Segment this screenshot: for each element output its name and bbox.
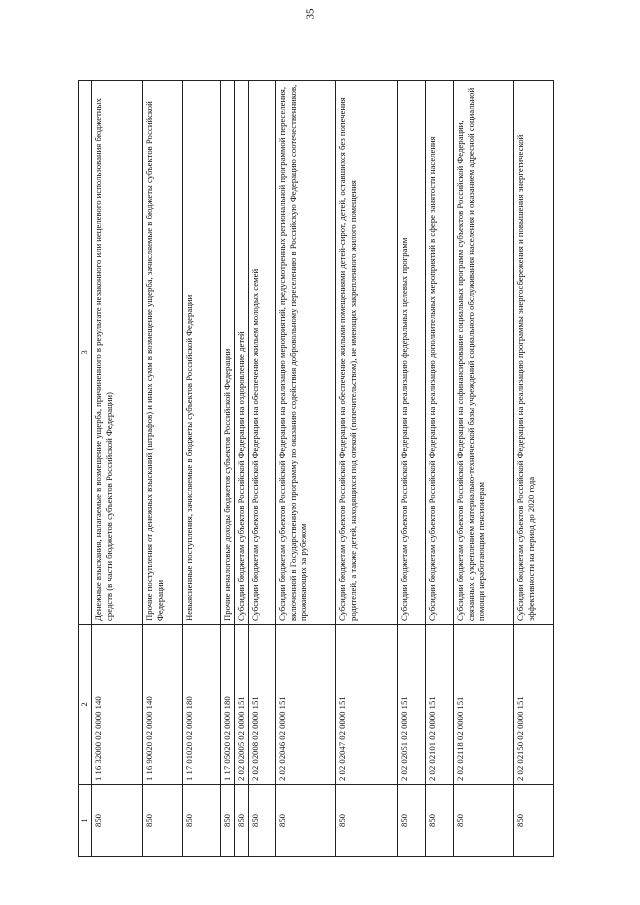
table-row — [276, 81, 336, 857]
table-row — [235, 81, 249, 857]
description-cell: Субсидии бюджетам субъектов Российской Федерации на реализацию мероприятий, предусмотренных региональной программой переселения, включенной в Государственную программу по оказанию содействия добровольному переселению в Российскую Федерацию соотечественников, проживающих за рубежом — [276, 81, 336, 625]
table-row — [92, 81, 143, 857]
table-row — [514, 81, 554, 857]
admin-code-cell: 850 — [143, 785, 183, 857]
page-number-text: 35 — [304, 8, 317, 20]
budget-code-cell: 1 17 01020 02 0000 180 — [183, 625, 221, 785]
rotated-table-container — [78, 81, 560, 857]
budget-code-cell: 2 02 02101 02 0000 151 — [426, 625, 454, 785]
header-col-2: 2 — [79, 625, 92, 785]
description-cell: Прочие поступления от денежных взысканий (штрафов) и иных сумм в возмещение ущерба, зачисляемые в бюджеты субъектов Российской Федерации — [143, 81, 183, 625]
budget-code-cell: 1 16 90020 02 0000 140 — [143, 625, 183, 785]
budget-codes-table — [78, 80, 554, 857]
admin-code-cell: 850 — [336, 785, 398, 857]
budget-code-cell: 2 02 02008 02 0000 151 — [249, 625, 276, 785]
description-cell: Невыясненные поступления, зачисляемые в бюджеты субъектов Российской Федерации — [183, 81, 221, 625]
description-cell: Субсидии бюджетам субъектов Российской Федерации на оздоровление детей — [235, 81, 249, 625]
description-cell: Субсидии бюджетам субъектов Российской Федерации на софинансирование социальных программ субъектов Российской Федерации, связанных с укреплением материально-технической базы учреждений социального обслуживания населения и оказанием адресной социальной помощи неработающим пенсионерам — [454, 81, 514, 625]
budget-code-cell: 2 02 02046 02 0000 151 — [276, 625, 336, 785]
budget-code-cell: 1 17 05020 02 0000 180 — [221, 625, 235, 785]
description-cell: Денежные взыскания, налагаемые в возмещение ущерба, причиненного в результате незаконного или нецелевого использования бюджетных средств (в части бюджетов субъектов Российской Федерации) — [92, 81, 143, 625]
header-col-3: 3 — [79, 81, 92, 625]
admin-code-cell: 850 — [183, 785, 221, 857]
admin-code-cell: 850 — [276, 785, 336, 857]
admin-code-cell: 850 — [221, 785, 235, 857]
table-row — [454, 81, 514, 857]
budget-code-cell: 2 02 02150 02 0000 151 — [514, 625, 554, 785]
budget-code-cell: 2 02 02118 02 0000 151 — [454, 625, 514, 785]
description-cell: Субсидии бюджетам субъектов Российской Федерации на реализацию дополнительных мероприятий в сфере занятости населения — [426, 81, 454, 625]
description-cell: Субсидии бюджетам субъектов Российской Федерации на реализацию программы энергосбережения и повышения энергетической эффективности на период до 2020 года — [514, 81, 554, 625]
table-row — [183, 81, 221, 857]
table-row — [426, 81, 454, 857]
admin-code-cell: 850 — [514, 785, 554, 857]
admin-code-cell: 850 — [92, 785, 143, 857]
description-cell: Прочие неналоговые доходы бюджетов субъектов Российской Федерации — [221, 81, 235, 625]
budget-code-cell: 2 02 02047 02 0000 151 — [336, 625, 398, 785]
description-cell: Субсидии бюджетам субъектов Российской Федерации на обеспечение жильем молодых семей — [249, 81, 276, 625]
admin-code-cell: 850 — [426, 785, 454, 857]
description-cell: Субсидии бюджетам субъектов Российской Федерации на реализацию федеральных целевых программ — [398, 81, 426, 625]
table-row — [398, 81, 426, 857]
budget-code-cell: 1 16 32000 02 0000 140 — [92, 625, 143, 785]
admin-code-cell: 850 — [235, 785, 249, 857]
table-header-row — [79, 81, 92, 857]
admin-code-cell: 850 — [249, 785, 276, 857]
budget-code-cell: 2 02 02005 02 0000 151 — [235, 625, 249, 785]
table-row — [336, 81, 398, 857]
table-row — [249, 81, 276, 857]
header-col-1: 1 — [79, 785, 92, 857]
table-row — [221, 81, 235, 857]
admin-code-cell: 850 — [398, 785, 426, 857]
description-cell: Субсидии бюджетам субъектов Российской Федерации на обеспечение жилыми помещениями детей-сирот, детей, оставшихся без попечения родителей, а также детей, находящихся под опекой (попечительством), не имеющих закрепленного жилого помещения — [336, 81, 398, 625]
budget-code-cell: 2 02 02051 02 0000 151 — [398, 625, 426, 785]
admin-code-cell: 850 — [454, 785, 514, 857]
table-row — [143, 81, 183, 857]
